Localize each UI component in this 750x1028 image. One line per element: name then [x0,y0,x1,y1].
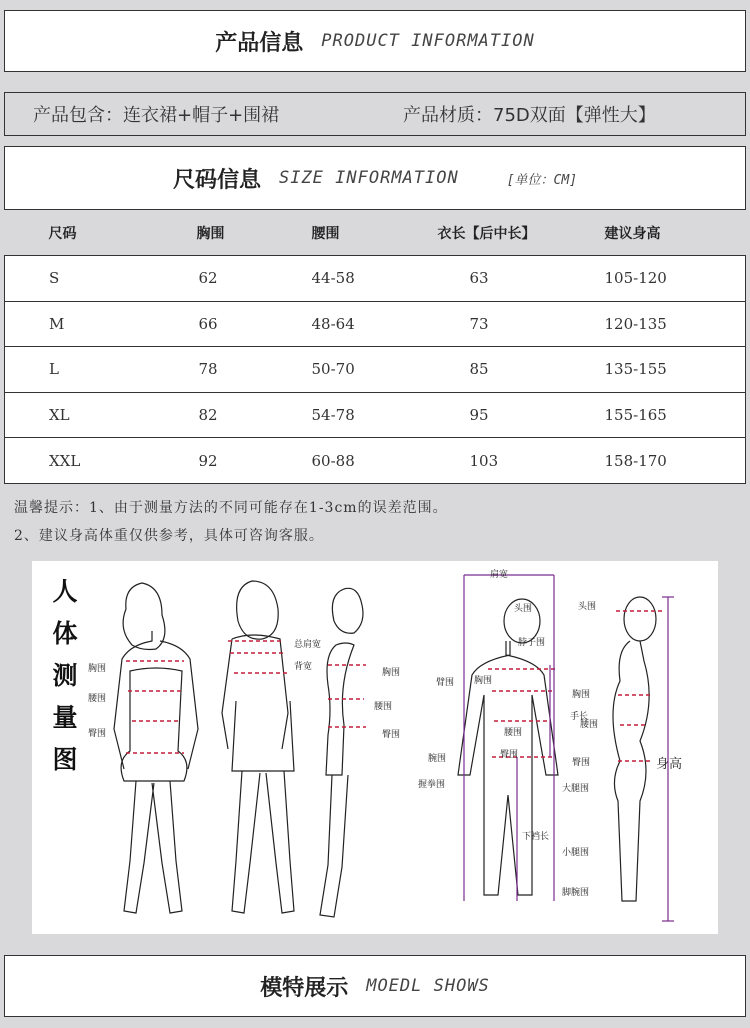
cell-length: 63 [410,256,595,302]
cell-height: 105-120 [595,256,746,302]
cell-length: 103 [410,438,595,484]
label-side-chest: 胸围 [382,668,401,678]
model-title-cn: 模特展示 [260,975,349,1001]
size-title-cn: 尺码信息 [172,167,261,193]
cell-waist: 50-70 [280,347,410,393]
product-info [4,92,746,136]
product-contents: 产品包含：连衣裙+帽子+围裙 [33,105,280,126]
figure-drawings [32,561,718,934]
label-thigh: 大腿围 [562,784,590,794]
label-side-body-hip: 臀围 [572,758,591,768]
cell-chest: 78 [155,347,280,393]
side-woman-drawing [320,588,363,917]
label-side-body-chest: 胸围 [572,690,591,700]
size-unit: [单位：CM] [506,172,578,188]
label-side-waist: 腰围 [374,702,393,712]
label-hip: 臀围 [88,729,107,739]
label-chest: 胸围 [88,664,107,674]
cell-waist: 60-88 [280,438,410,484]
cell-size: S [5,256,155,302]
col-chest: 胸围 [155,210,280,256]
figure-title-char: 人 [52,577,78,606]
cell-chest: 82 [155,392,280,438]
tip-line-2: 2、建议身高体重仅供参考，具体可咨询客服。 [14,528,324,544]
model-header [4,955,746,1017]
col-length: 衣长【后中长】 [410,210,595,256]
cell-length: 73 [410,301,595,347]
label-head: 头围 [514,604,533,614]
figure-title-char: 测 [52,661,78,690]
label-arm-length: 手长 [570,712,589,722]
cell-chest: 66 [155,301,280,347]
table-row [5,438,746,484]
cell-height: 120-135 [595,301,746,347]
cell-size: M [5,301,155,347]
label-side-hip: 臀围 [382,730,401,740]
product-title-cn: 产品信息 [215,30,304,56]
col-size: 尺码 [5,210,155,256]
label-wrist: 腕围 [428,754,447,764]
table-row [5,256,746,302]
front-woman-drawing [114,583,198,913]
label-arm: 臂围 [436,678,455,688]
tip-line-1: 温馨提示：1、由于测量方法的不同可能存在1-3cm的误差范围。 [14,500,448,516]
back-woman-drawing [222,581,294,913]
label-body-height: 身高 [656,757,683,772]
label-neck: 脖子围 [518,638,546,648]
cell-size: L [5,347,155,393]
cell-length: 85 [410,347,595,393]
label-inseam: 下裆长 [522,832,550,842]
cell-height: 158-170 [595,438,746,484]
label-fist: 握拳围 [418,780,446,790]
col-height: 建议身高 [595,210,746,256]
label-shoulder: 总肩宽 [294,640,322,650]
product-header [4,10,746,72]
label-calf: 小腿围 [562,848,590,858]
label-waist: 腰围 [88,694,107,704]
cell-height: 155-165 [595,392,746,438]
label-back-width: 背宽 [294,662,313,672]
label-body-hip: 臀围 [500,750,519,760]
body-side-drawing [613,597,656,901]
cell-height: 135-155 [595,347,746,393]
size-table [4,209,746,484]
cell-chest: 92 [155,438,280,484]
size-title-en: SIZE INFORMATION [278,168,459,188]
cell-waist: 48-64 [280,301,410,347]
cell-size: XL [5,392,155,438]
cell-waist: 44-58 [280,256,410,302]
cell-length: 95 [410,392,595,438]
label-side-body-waist: 腰围 [580,720,599,730]
label-side-head: 头围 [578,602,597,612]
col-waist: 腰围 [280,210,410,256]
table-header-row [5,210,746,256]
table-row [5,301,746,347]
figure-title-char: 体 [52,619,78,648]
model-title-en: MOEDL SHOWS [366,976,490,996]
label-ankle: 脚腕围 [562,888,590,898]
label-body-chest: 胸围 [474,676,493,686]
figure-title-char: 量 [52,703,78,732]
measurement-figure [32,561,718,934]
table-row [5,347,746,393]
cell-waist: 54-78 [280,392,410,438]
size-header [4,146,746,210]
table-row [5,392,746,438]
label-shoulder-width: 肩宽 [490,570,509,580]
cell-chest: 62 [155,256,280,302]
cell-size: XXL [5,438,155,484]
figure-title-char: 图 [52,745,78,774]
label-body-waist: 腰围 [504,728,523,738]
product-title-en: PRODUCT INFORMATION [321,31,535,51]
tips [14,494,448,550]
product-material: 产品材质：75D双面【弹性大】 [403,105,656,126]
